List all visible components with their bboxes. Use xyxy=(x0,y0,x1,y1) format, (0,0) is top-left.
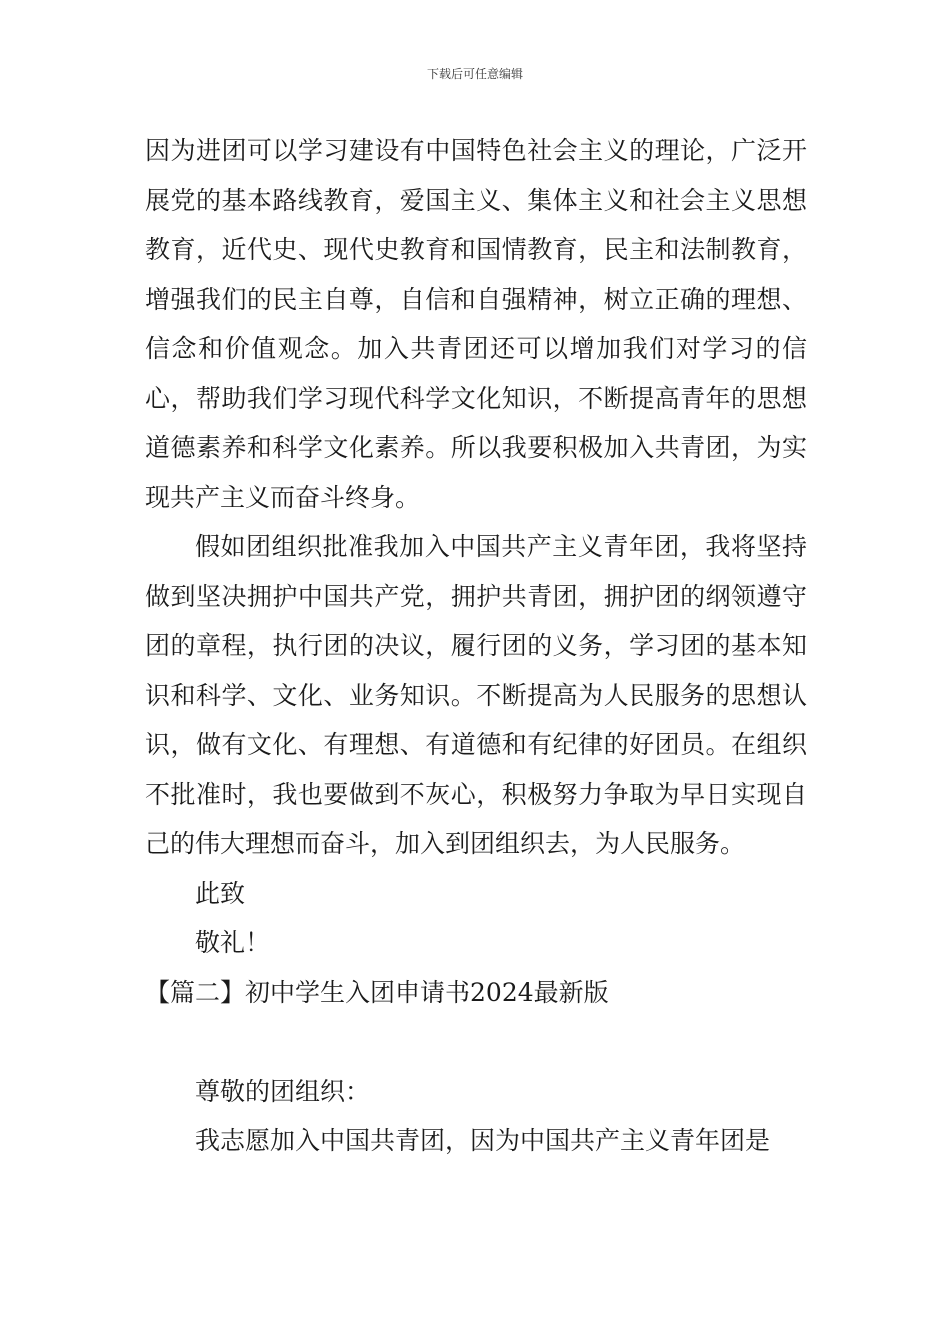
document-body xyxy=(145,126,807,1166)
closing-line-1: 此致 xyxy=(195,878,246,908)
paragraph-1: 因为进团可以学习建设有中国特色社会主义的理论，广泛开展党的基本路线教育，爱国主义、集体主义和社会主义思想教育，近代史、现代史教育和国情教育，民主和法制教育，增强我们的民主自尊，自信和自强精神，树立正确的理想、信念和价值观念。加入共青团还可以增加我们对学习的信心，帮助我们学习现代科学文化知识，不断提高青年的思想道德素养和科学文化素养。所以我要积极加入共青团，为实现共产主义而奋斗终身。 xyxy=(145,136,807,512)
salutation: 尊敬的团组织： xyxy=(195,1076,371,1106)
paragraph-3: 我志愿加入中国共青团，因为中国共产主义青年团是 xyxy=(195,1126,771,1155)
page-header-note: 下载后可任意编辑 xyxy=(426,67,523,81)
section-title: 【篇二】初中学生入团申请书2024最新版 xyxy=(145,977,609,1007)
paragraph-2: 假如团组织批准我加入中国共产主义青年团，我将坚持做到坚决拥护中国共产党，拥护共青团，拥护团的纲领遵守团的章程，执行团的决议，履行团的义务，学习团的基本知识和科学、文化、业务知识。不断提高为人民服务的思想认识，做有文化、有理想、有道德和有纪律的好团员。在组织不批准时，我也要做到不灰心，积极努力争取为早日实现自己的伟大理想而奋斗，加入到团组织去，为人民服务。 xyxy=(145,532,807,858)
closing-line-2: 敬礼！ xyxy=(195,928,271,957)
